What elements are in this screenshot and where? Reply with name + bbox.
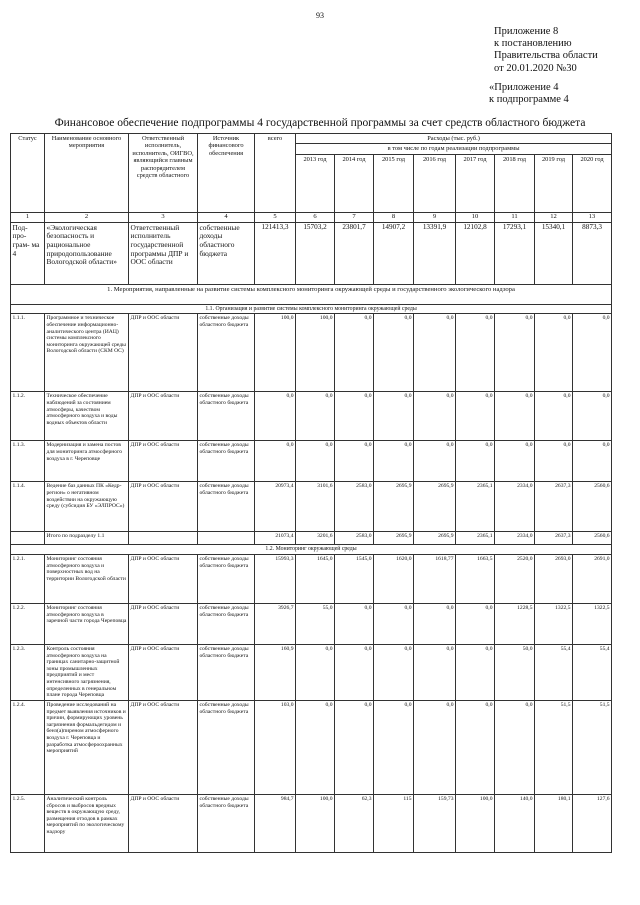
- cell-value: 0,0: [414, 314, 456, 392]
- column-number: 10: [456, 212, 495, 222]
- cell-value: 160,9: [255, 645, 296, 701]
- header-year: 2015 год: [374, 154, 414, 212]
- cell-value: 0,0: [374, 645, 414, 701]
- cell-value: 15340,1: [535, 222, 573, 284]
- appendix-line: к постановлению: [494, 38, 572, 50]
- cell-value: 23801,7: [335, 222, 374, 284]
- cell-value: 0,0: [335, 441, 374, 482]
- subsection-title: 1.2. Мониторинг окружающей среды: [11, 545, 612, 555]
- row-source: собственные доходы областного бюджета: [198, 795, 255, 853]
- cell-value: 0,0: [456, 314, 495, 392]
- row-source: собственные доходы областного бюджета: [198, 441, 255, 482]
- header-total: всего: [255, 134, 296, 213]
- cell-value: 0,0: [495, 441, 535, 482]
- appendix-line: от 20.01.2020 №30: [494, 62, 577, 74]
- cell-value: 51,5: [535, 701, 573, 795]
- subprogram-source: собственные доходы областного бюджета: [198, 222, 255, 284]
- cell-value: 100,0: [296, 795, 335, 853]
- table-row: [11, 555, 612, 604]
- row-responsible: ДПР и ООС области: [129, 701, 198, 795]
- row-number: 1.1.4.: [11, 482, 45, 532]
- cell-value: 0,0: [573, 314, 612, 392]
- cell-value: 0,0: [296, 392, 335, 441]
- cell-value: 2695,9: [414, 482, 456, 532]
- row-name: Техническое обеспечение наблюдений за состоянием атмосферы, качеством атмосферного воздуха и воды водных объектов области: [45, 392, 129, 441]
- cell-value: 0,0: [335, 392, 374, 441]
- column-number: 1: [11, 212, 45, 222]
- cell-value: 1663,5: [456, 555, 495, 604]
- appendix-line: Приложение 8: [494, 26, 559, 37]
- row-responsible: ДПР и ООС области: [129, 604, 198, 645]
- row-number: 1.2.5.: [11, 795, 45, 853]
- column-number: 11: [495, 212, 535, 222]
- subprogram-responsible: Ответственный исполнитель государственной программы ДПР и ООС области: [129, 222, 198, 284]
- row-responsible: ДПР и ООС области: [129, 795, 198, 853]
- cell-value: 2637,3: [535, 532, 573, 545]
- cell-value: 1322,5: [573, 604, 612, 645]
- table-row: [11, 645, 612, 701]
- cell-value: 0,0: [374, 701, 414, 795]
- table-row: [11, 701, 612, 795]
- cell-value: 0,0: [335, 314, 374, 392]
- cell-value: 159,73: [414, 795, 456, 853]
- row-source: собственные доходы областного бюджета: [198, 645, 255, 701]
- cell-value: 14907,2: [374, 222, 414, 284]
- cell-value: 100,0: [456, 795, 495, 853]
- cell-value: 2691,0: [573, 555, 612, 604]
- cell-value: 17293,1: [495, 222, 535, 284]
- appendix-block: [494, 26, 598, 75]
- row-responsible: ДПР и ООС области: [129, 441, 198, 482]
- cell-value: 984,7: [255, 795, 296, 853]
- header-year: 2016 год: [414, 154, 456, 212]
- cell-value: 13391,9: [414, 222, 456, 284]
- cell-value: 2695,9: [414, 532, 456, 545]
- row-name: Модернизация и замена постов для мониторинга атмосферного воздуха в г. Череповце: [45, 441, 129, 482]
- cell-value: 0,0: [296, 701, 335, 795]
- cell-value: 55,0: [296, 604, 335, 645]
- row-responsible: ДПР и ООС области: [129, 482, 198, 532]
- cell-value: 2637,3: [535, 482, 573, 532]
- subtotal-row: [11, 532, 612, 545]
- header-year: 2014 год: [335, 154, 374, 212]
- row-name: Аналитический контроль сбросов и выбросов вредных веществ в окружающую среду, размещения отходов в рамках мероприятий по экологическому надзору: [45, 795, 129, 853]
- row-source: собственные доходы областного бюджета: [198, 604, 255, 645]
- cell-value: 20973,4: [255, 482, 296, 532]
- row-source: собственные доходы областного бюджета: [198, 314, 255, 392]
- cell-value: 0,0: [456, 701, 495, 795]
- row-source: собственные доходы областного бюджета: [198, 482, 255, 532]
- cell-value: 8873,3: [573, 222, 612, 284]
- subprogram-row: [11, 222, 612, 284]
- row-responsible: ДПР и ООС области: [129, 645, 198, 701]
- cell-value: 3101,6: [296, 482, 335, 532]
- row-number: 1.2.3.: [11, 645, 45, 701]
- page-number: 93: [316, 11, 324, 20]
- cell-value: 2560,6: [573, 482, 612, 532]
- section-title: 1. Мероприятия, направленные на развитие системы комплексного мониторинга окружающей среды и государственного экологического надзора: [11, 284, 612, 304]
- cell-value: 0,0: [255, 392, 296, 441]
- header-by-years: в том числе по годам реализации подпрограммы: [296, 144, 612, 154]
- subtotal-label: Итого по подразделу 1.1: [45, 532, 129, 545]
- cell-value: 121413,3: [255, 222, 296, 284]
- cell-value: 2520,0: [495, 555, 535, 604]
- finance-table: [10, 133, 612, 853]
- cell-value: 3201,6: [296, 532, 335, 545]
- cell-value: 103,0: [255, 701, 296, 795]
- cell-value: 62,3: [335, 795, 374, 853]
- column-number: 5: [255, 212, 296, 222]
- header-year: 2019 год: [535, 154, 573, 212]
- cell-value: 0,0: [374, 604, 414, 645]
- header-year: 2017 год: [456, 154, 495, 212]
- cell-value: 55,4: [573, 645, 612, 701]
- cell-value: 2583,0: [335, 532, 374, 545]
- cell-value: 0,0: [535, 392, 573, 441]
- cell-value: 2693,0: [535, 555, 573, 604]
- cell-value: 0,0: [535, 314, 573, 392]
- header-year: 2020 год: [573, 154, 612, 212]
- header-source: Источник финансового обеспечения: [198, 134, 255, 213]
- cell-value: 0,0: [495, 314, 535, 392]
- cell-value: 115: [374, 795, 414, 853]
- header-expenses: Расходы (тыс. руб.): [296, 134, 612, 144]
- cell-value: 51,5: [573, 701, 612, 795]
- cell-value: 0,0: [573, 441, 612, 482]
- row-number: 1.2.1.: [11, 555, 45, 604]
- cell-value: 0,0: [414, 392, 456, 441]
- cell-value: 2695,9: [374, 532, 414, 545]
- cell-value: 0,0: [495, 392, 535, 441]
- cell-value: 0,0: [335, 645, 374, 701]
- table-row: [11, 482, 612, 532]
- row-number: 1.2.2.: [11, 604, 45, 645]
- cell-value: 0,0: [573, 392, 612, 441]
- cell-value: 0,0: [456, 604, 495, 645]
- cell-value: 0,0: [495, 701, 535, 795]
- cell-value: 0,0: [374, 314, 414, 392]
- cell-value: 1228,5: [495, 604, 535, 645]
- row-name: Проведение исследований на предмет выявления источников и причин, формирующих уровень загрязнения формальдегидом и бенз(а)пиреном атмосферного воздуха г. Череповца и разработка атмосфероохранных мероприятий: [45, 701, 129, 795]
- row-responsible: ДПР и ООС области: [129, 392, 198, 441]
- column-number: 7: [335, 212, 374, 222]
- cell-value: 1645,0: [296, 555, 335, 604]
- row-responsible: ДПР и ООС области: [129, 314, 198, 392]
- cell-value: 55,4: [535, 645, 573, 701]
- cell-value: 0,0: [374, 441, 414, 482]
- table-row: [11, 314, 612, 392]
- column-number: 13: [573, 212, 612, 222]
- appendix-line: к подпрограмме 4: [489, 94, 569, 106]
- row-name: Программное и техническое обеспечение информационно-аналитического центра (ИАЦ) системы комплексного мониторинга окружающей среды Вологодской области (СКМ ОС): [45, 314, 129, 392]
- column-number: 9: [414, 212, 456, 222]
- cell-value: 0,0: [335, 604, 374, 645]
- header-year: 2013 год: [296, 154, 335, 212]
- appendix-line: Правительства области: [494, 50, 598, 62]
- cell-value: 2365,1: [456, 482, 495, 532]
- row-number: 1.1.3.: [11, 441, 45, 482]
- subprogram-name: «Экологическая безопасность и рациональное природопользование Вологодской области»: [45, 222, 129, 284]
- cell-value: 21073,4: [255, 532, 296, 545]
- column-number: 8: [374, 212, 414, 222]
- row-source: собственные доходы областного бюджета: [198, 392, 255, 441]
- column-numbers-row: [11, 212, 612, 222]
- column-number: 3: [129, 212, 198, 222]
- cell-value: 15993,3: [255, 555, 296, 604]
- row-name: Мониторинг состояния атмосферного воздуха в заречной части города Череповца: [45, 604, 129, 645]
- subprogram-status: Под- про- грам- ма 4: [11, 222, 45, 284]
- cell-value: 0,0: [456, 441, 495, 482]
- cell-value: 127,6: [573, 795, 612, 853]
- cell-value: 0,0: [414, 604, 456, 645]
- column-number: 2: [45, 212, 129, 222]
- cell-value: 180,1: [535, 795, 573, 853]
- row-name: Контроль состояния атмосферного воздуха на границах санитарно-защитной зоны промышленных предприятий и мест интенсивного загрязнения, определенных в генеральном плане города Череповца: [45, 645, 129, 701]
- row-number: 1.1.2.: [11, 392, 45, 441]
- cell-value: 0,0: [296, 645, 335, 701]
- table-row: [11, 441, 612, 482]
- column-number: 12: [535, 212, 573, 222]
- cell-value: 100,0: [296, 314, 335, 392]
- cell-value: 3926,7: [255, 604, 296, 645]
- cell-value: 15703,2: [296, 222, 335, 284]
- cell-value: 2583,0: [335, 482, 374, 532]
- table-row: [11, 795, 612, 853]
- table-row: [11, 392, 612, 441]
- row-responsible: ДПР и ООС области: [129, 555, 198, 604]
- cell-value: 0,0: [535, 441, 573, 482]
- row-name: Мониторинг состояния атмосферного воздуха и поверхностных вод на территории Вологодской области: [45, 555, 129, 604]
- cell-value: 50,0: [495, 645, 535, 701]
- subsection-rows-1-1: [11, 314, 612, 532]
- cell-value: 2334,0: [495, 532, 535, 545]
- row-name: Ведение баз данных ПК «Кедр-регион» о негативном воздействии на окружающую среду (субсидия БУ «ЭЛПРОС»): [45, 482, 129, 532]
- subsection-rows-1-2: [11, 555, 612, 853]
- cell-value: 2365,1: [456, 532, 495, 545]
- subsection-title: 1.1. Организация и развитие системы комплексного мониторинга окружающей среды: [11, 304, 612, 314]
- cell-value: 0,0: [414, 701, 456, 795]
- table-row: [11, 604, 612, 645]
- row-source: собственные доходы областного бюджета: [198, 701, 255, 795]
- cell-value: 0,0: [296, 441, 335, 482]
- cell-value: 1322,5: [535, 604, 573, 645]
- cell-value: 1545,0: [335, 555, 374, 604]
- cell-value: 12102,8: [456, 222, 495, 284]
- cell-value: 0,0: [414, 645, 456, 701]
- appendix-line: «Приложение 4: [489, 82, 559, 93]
- cell-value: 0,0: [255, 441, 296, 482]
- cell-value: 0,0: [456, 645, 495, 701]
- cell-value: 2695,9: [374, 482, 414, 532]
- document-title: Финансовое обеспечение подпрограммы 4 государственной программы за счет средств областного бюджета: [54, 117, 586, 129]
- cell-value: 100,0: [255, 314, 296, 392]
- header-year: 2018 год: [495, 154, 535, 212]
- cell-value: 1618,77: [414, 555, 456, 604]
- cell-value: 2560,6: [573, 532, 612, 545]
- cell-value: 2334,0: [495, 482, 535, 532]
- cell-value: 1620,0: [374, 555, 414, 604]
- header-name: Наименование основного мероприятия: [45, 134, 129, 213]
- cell-value: 0,0: [456, 392, 495, 441]
- row-source: собственные доходы областного бюджета: [198, 555, 255, 604]
- header-responsible: Ответственный исполнитель, исполнитель, ОИГВО, являющийся главным распорядителем средств областного: [129, 134, 198, 213]
- cell-value: 0,0: [414, 441, 456, 482]
- row-number: 1.1.1.: [11, 314, 45, 392]
- cell-value: 0,0: [335, 701, 374, 795]
- column-number: 4: [198, 212, 255, 222]
- row-number: 1.2.4.: [11, 701, 45, 795]
- cell-value: 0,0: [374, 392, 414, 441]
- column-number: 6: [296, 212, 335, 222]
- appendix-block-2: [489, 82, 569, 106]
- cell-value: 140,0: [495, 795, 535, 853]
- header-status: Статус: [11, 134, 45, 213]
